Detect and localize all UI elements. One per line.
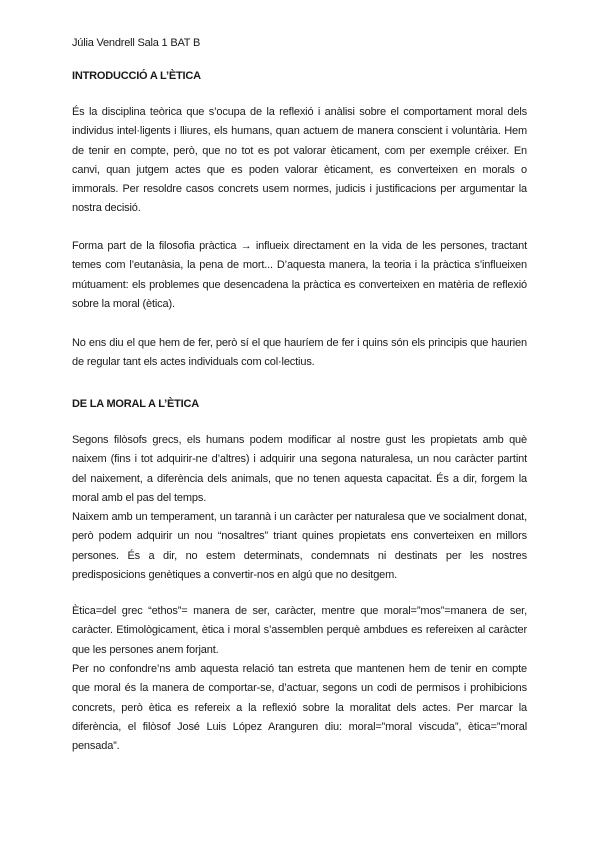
author-header: Júlia Vendrell Sala 1 BAT B	[72, 37, 201, 49]
paragraph-temperament: Naixem amb un temperament, un tarannà i un caràcter per naturalesa que ve socialment donat, però podem adquirir un nou “nosaltres” triant quines propietats ens converteixen en millors persones. És a dir, no estem determinats, condemnats ni destinats per les nostres predisposicions genètiques a convertir-nos en algú que no desitgem.	[72, 511, 527, 581]
paragraph-etymology: Ètica=del grec “ethos”= manera de ser, caràcter, mentre que moral=”mos”=manera de ser, caràcter. Etimològicament, ètica i moral s’assemblen perquè ambdues es refereixen al caràcter que les persones anem forjant.	[72, 605, 527, 656]
section-heading-introduction: INTRODUCCIÓ A L’ÈTICA	[72, 70, 201, 82]
paragraph-intro-principles: No ens diu el que hem de fer, però sí el que hauríem de fer i quins són els principis que haurien de regular tant els actes individuals com col·lectius.	[72, 337, 527, 369]
section-heading-moral-to-ethics: DE LA MORAL A L’ÈTICA	[72, 398, 199, 410]
paragraph-moral-vs-ethics: Per no confondre’ns amb aquesta relació tan estreta que mantenen hem de tenir en compte que moral és la manera de comportar-se, d’actuar, segons un codi de permisos i prohibicions concrets, però ètica es refereix a la reflexió sobre la moralitat dels actes. Per marcar la diferència, el filòsof José Luis López Aranguren diu: moral=”moral viscuda”, ètica=”moral pensada”.	[72, 663, 527, 753]
paragraph-intro-practical-philosophy: Forma part de la filosofia pràctica → influeix directament en la vida de les persones, tractant temes com l’eutanàsia, la pena de mort... D’aquesta manera, la teoria i la pràctica s’influeixen mútuament: els problemes que desencadena la pràctica es converteixen en matèria de reflexió sobre la moral (ètica).	[72, 240, 527, 310]
paragraph-intro-definition: És la disciplina teòrica que s’ocupa de la reflexió i anàlisi sobre el comportament moral dels individus intel·ligents i lliures, els humans, quan actuem de manera conscient i voluntària. Hem de tenir en compte, però, que no tot es pot valorar èticament, com per exemple créixer. En canvi, quan jutgem actes que es poden valorar èticament, es converteixen en morals o immorals. Per resoldre casos concrets usem normes, judicis i justificacions per argumentar la nostra decisió.	[72, 106, 527, 215]
paragraph-greek-philosophers: Segons filòsofs grecs, els humans podem modificar al nostre gust les propietats amb què naixem (fins i tot adquirir-ne d’altres) i adquirir una segona naturalesa, un nou caràcter partint del naixement, a diferència dels animals, que no tenen aquesta capacitat. És a dir, forgem la moral amb el pas del temps.	[72, 434, 527, 504]
